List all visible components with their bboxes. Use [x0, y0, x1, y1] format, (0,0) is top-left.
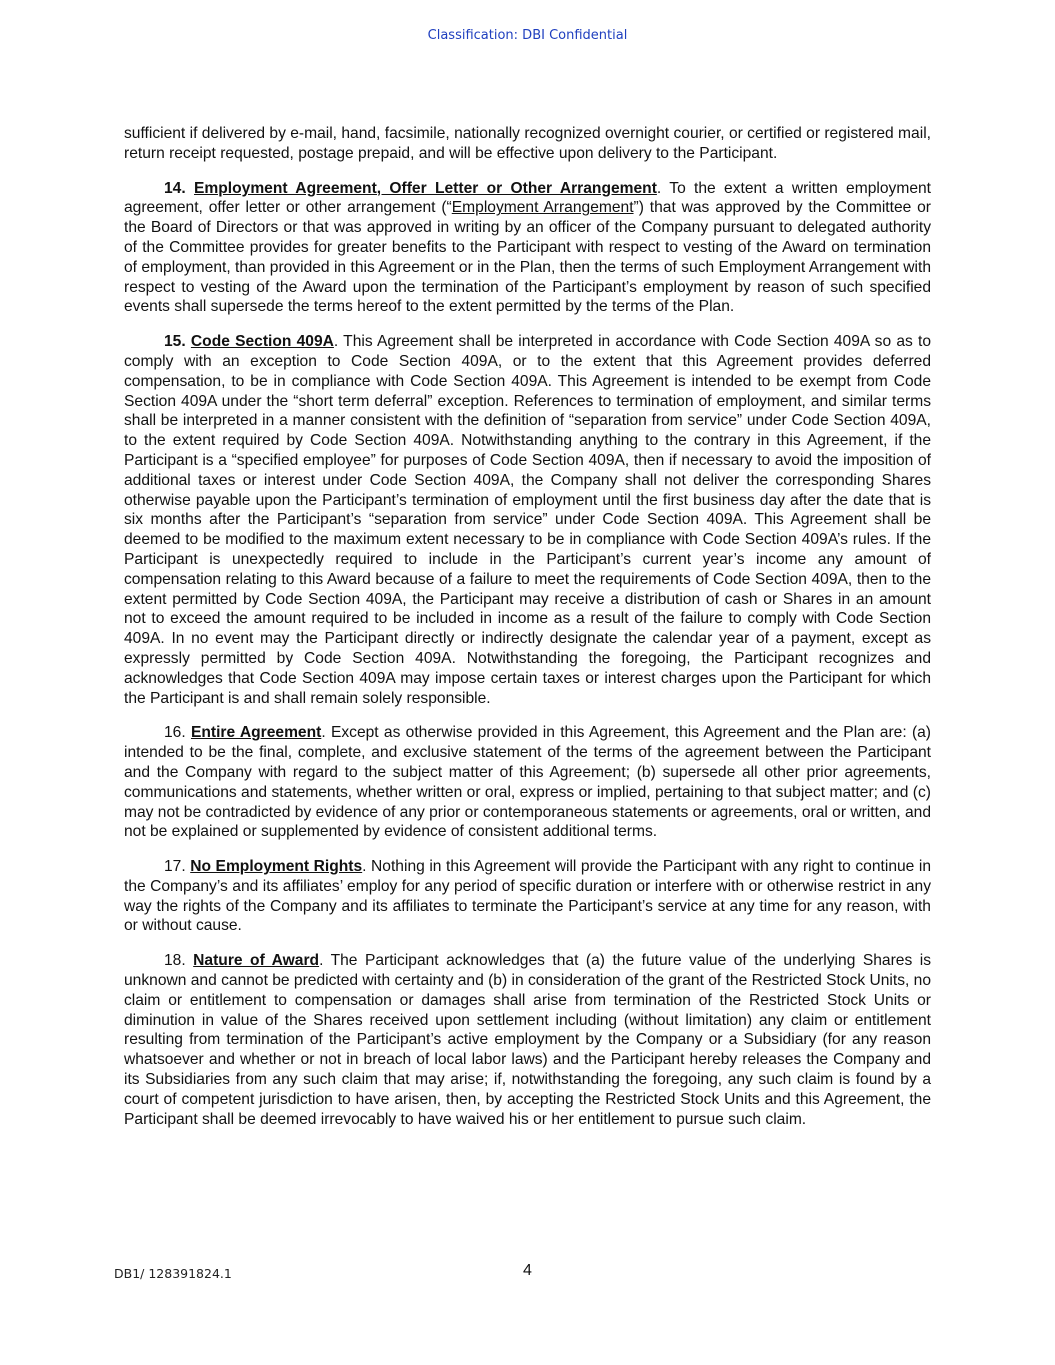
- defined-term: Employment Arrangement: [451, 199, 634, 217]
- page-number: 4: [523, 1262, 532, 1279]
- section-number: 16.: [164, 724, 191, 742]
- section-text: . Except as otherwise provided in this Agreement, this Agreement and the Plan are: (a) intended to be the final, complete, and exclusive statement of the terms of the agreement between the Participant and the Company with regard to the subject matter of this Agreement; (b) supersede all other prior agreements, communications and statements, whether written or oral, express or implied, pertaining to that subject matter; and (c) may not be contradicted by evidence of any prior or contemporaneous statements or agreements, oral or written, and not be explained or supplemented by evidence of consistent additional terms.: [124, 724, 931, 841]
- section-14: [124, 179, 931, 318]
- section-heading: Entire Agreement: [190, 724, 322, 742]
- document-id: DB1/ 128391824.1: [114, 1266, 232, 1281]
- section-heading: Nature of Award: [193, 952, 320, 970]
- paragraph-continuation: sufficient if delivered by e-mail, hand, facsimile, nationally recognized overnight courier, or certified or registered mail, return receipt requested, postage prepaid, and will be effective upon delivery to the Participant.: [124, 125, 931, 162]
- section-text: . To the extent a written employment agreement, offer letter or other arrangement (“: [124, 179, 931, 217]
- section-text: . Nothing in this Agreement will provide the Participant with any right to continue in the Company’s and its affiliates’ employ for any period of specific duration or interfere with or otherwise restrict in any way the rights of the Company and its affiliates to terminate the Participant’s service at any time for any reason, with or without cause.: [124, 858, 932, 935]
- document-body: [124, 124, 931, 1144]
- section-number: 15.: [164, 333, 186, 351]
- section-text: . This Agreement shall be interpreted in accordance with Code Section 409A so as to comply with an exception to Code Section 409A, or to the extent that this Agreement provides deferred compensation, to be in compliance with Code Section 409A. This Agreement is intended to be exempt from Code Section 409A under the “short term deferral” exception. References to termination of employment, and similar terms shall be interpreted in a manner consistent with the definition of “separation from service” under Code Section 409A, to the extent required by Code Section 409A. Notwithstanding anything to the contrary in this Agreement, if the Participant is a “specified employee” for purposes of Code Section 409A, then if necessary to avoid the imposition of additional taxes or interest under Code Section 409A, the Company shall not deliver the corresponding Shares otherwise payable upon the Participant’s termination of employment until the first business day after the date that is six months after the Participant’s “separation from service” under Code Section 409A. This Agreement shall be deemed to be modified to the maximum extent necessary to be in compliance with Code Section 409A’s rules. If the Participant is unexpectedly required to include in the Participant’s current year’s income any amount of compensation relating to this Award because of a failure to meet the requirements of Code Section 409A, then to the extent permitted by Code Section 409A, the Participant may receive a distribution of cash or Shares in an amount not to exceed the amount required to be included in income as a result of the failure to comply with Code Section 409A. In no event may the Participant directly or indirectly designate the calendar year of a payment, except as expressly permitted by Code Section 409A. Notwithstanding the foregoing, the Participant recognizes and acknowledges that Code Section 409A may impose certain taxes or interest charges upon the Participant for which the Participant is and shall remain solely responsible.: [124, 333, 932, 707]
- section-heading: Code Section 409A: [190, 333, 334, 351]
- section-16: [124, 723, 931, 842]
- classification-label: Classification: DBI Confidential: [427, 28, 628, 43]
- section-heading: No Employment Rights: [190, 858, 363, 876]
- section-17: [124, 857, 931, 936]
- section-18: [124, 951, 931, 1129]
- section-text: . The Participant acknowledges that (a) the future value of the underlying Shares is unknown and cannot be predicted with certainty and (b) in consideration of the grant of the Restricted Stock Units, no claim or entitlement to compensation or damages shall arise from termination of the Restricted Stock Units or diminution in value of the Shares received upon settlement including (without limitation) any claim or entitlement resulting from termination of the Participant’s active employment by the Company or a Subsidiary (for any reason whatsoever and whether or not in breach of local labor laws) and the Participant hereby releases the Company and its Subsidiaries from any such claim that may arise; if, notwithstanding the foregoing, any such claim is found by a court of competent jurisdiction to have arisen, then, by accepting the Restricted Stock Units and this Agreement, the Participant shall be deemed irrevocably to have waived his or her entitlement to pursue such claim.: [124, 952, 932, 1128]
- section-15: [124, 332, 931, 708]
- section-text: ”) that was approved by the Committee or the Board of Directors or that was approved in writing by an officer of the Company pursuant to delegated authority of the Committee provides for greater benefits to the Participant with respect to vesting of the Award on termination of employment, than provided in this Agreement or in the Plan, then the terms of such Employment Arrangement with respect to vesting of the Award upon the termination of the Participant’s employment by reason of such specified events shall supersede the terms hereof to the extent permitted by the terms of the Plan.: [124, 199, 931, 316]
- section-heading: Employment Agreement, Offer Letter or Other Arrangement: [194, 179, 657, 197]
- section-number: 18.: [164, 952, 194, 970]
- section-number: 14.: [164, 179, 186, 197]
- section-number: 17.: [164, 858, 191, 876]
